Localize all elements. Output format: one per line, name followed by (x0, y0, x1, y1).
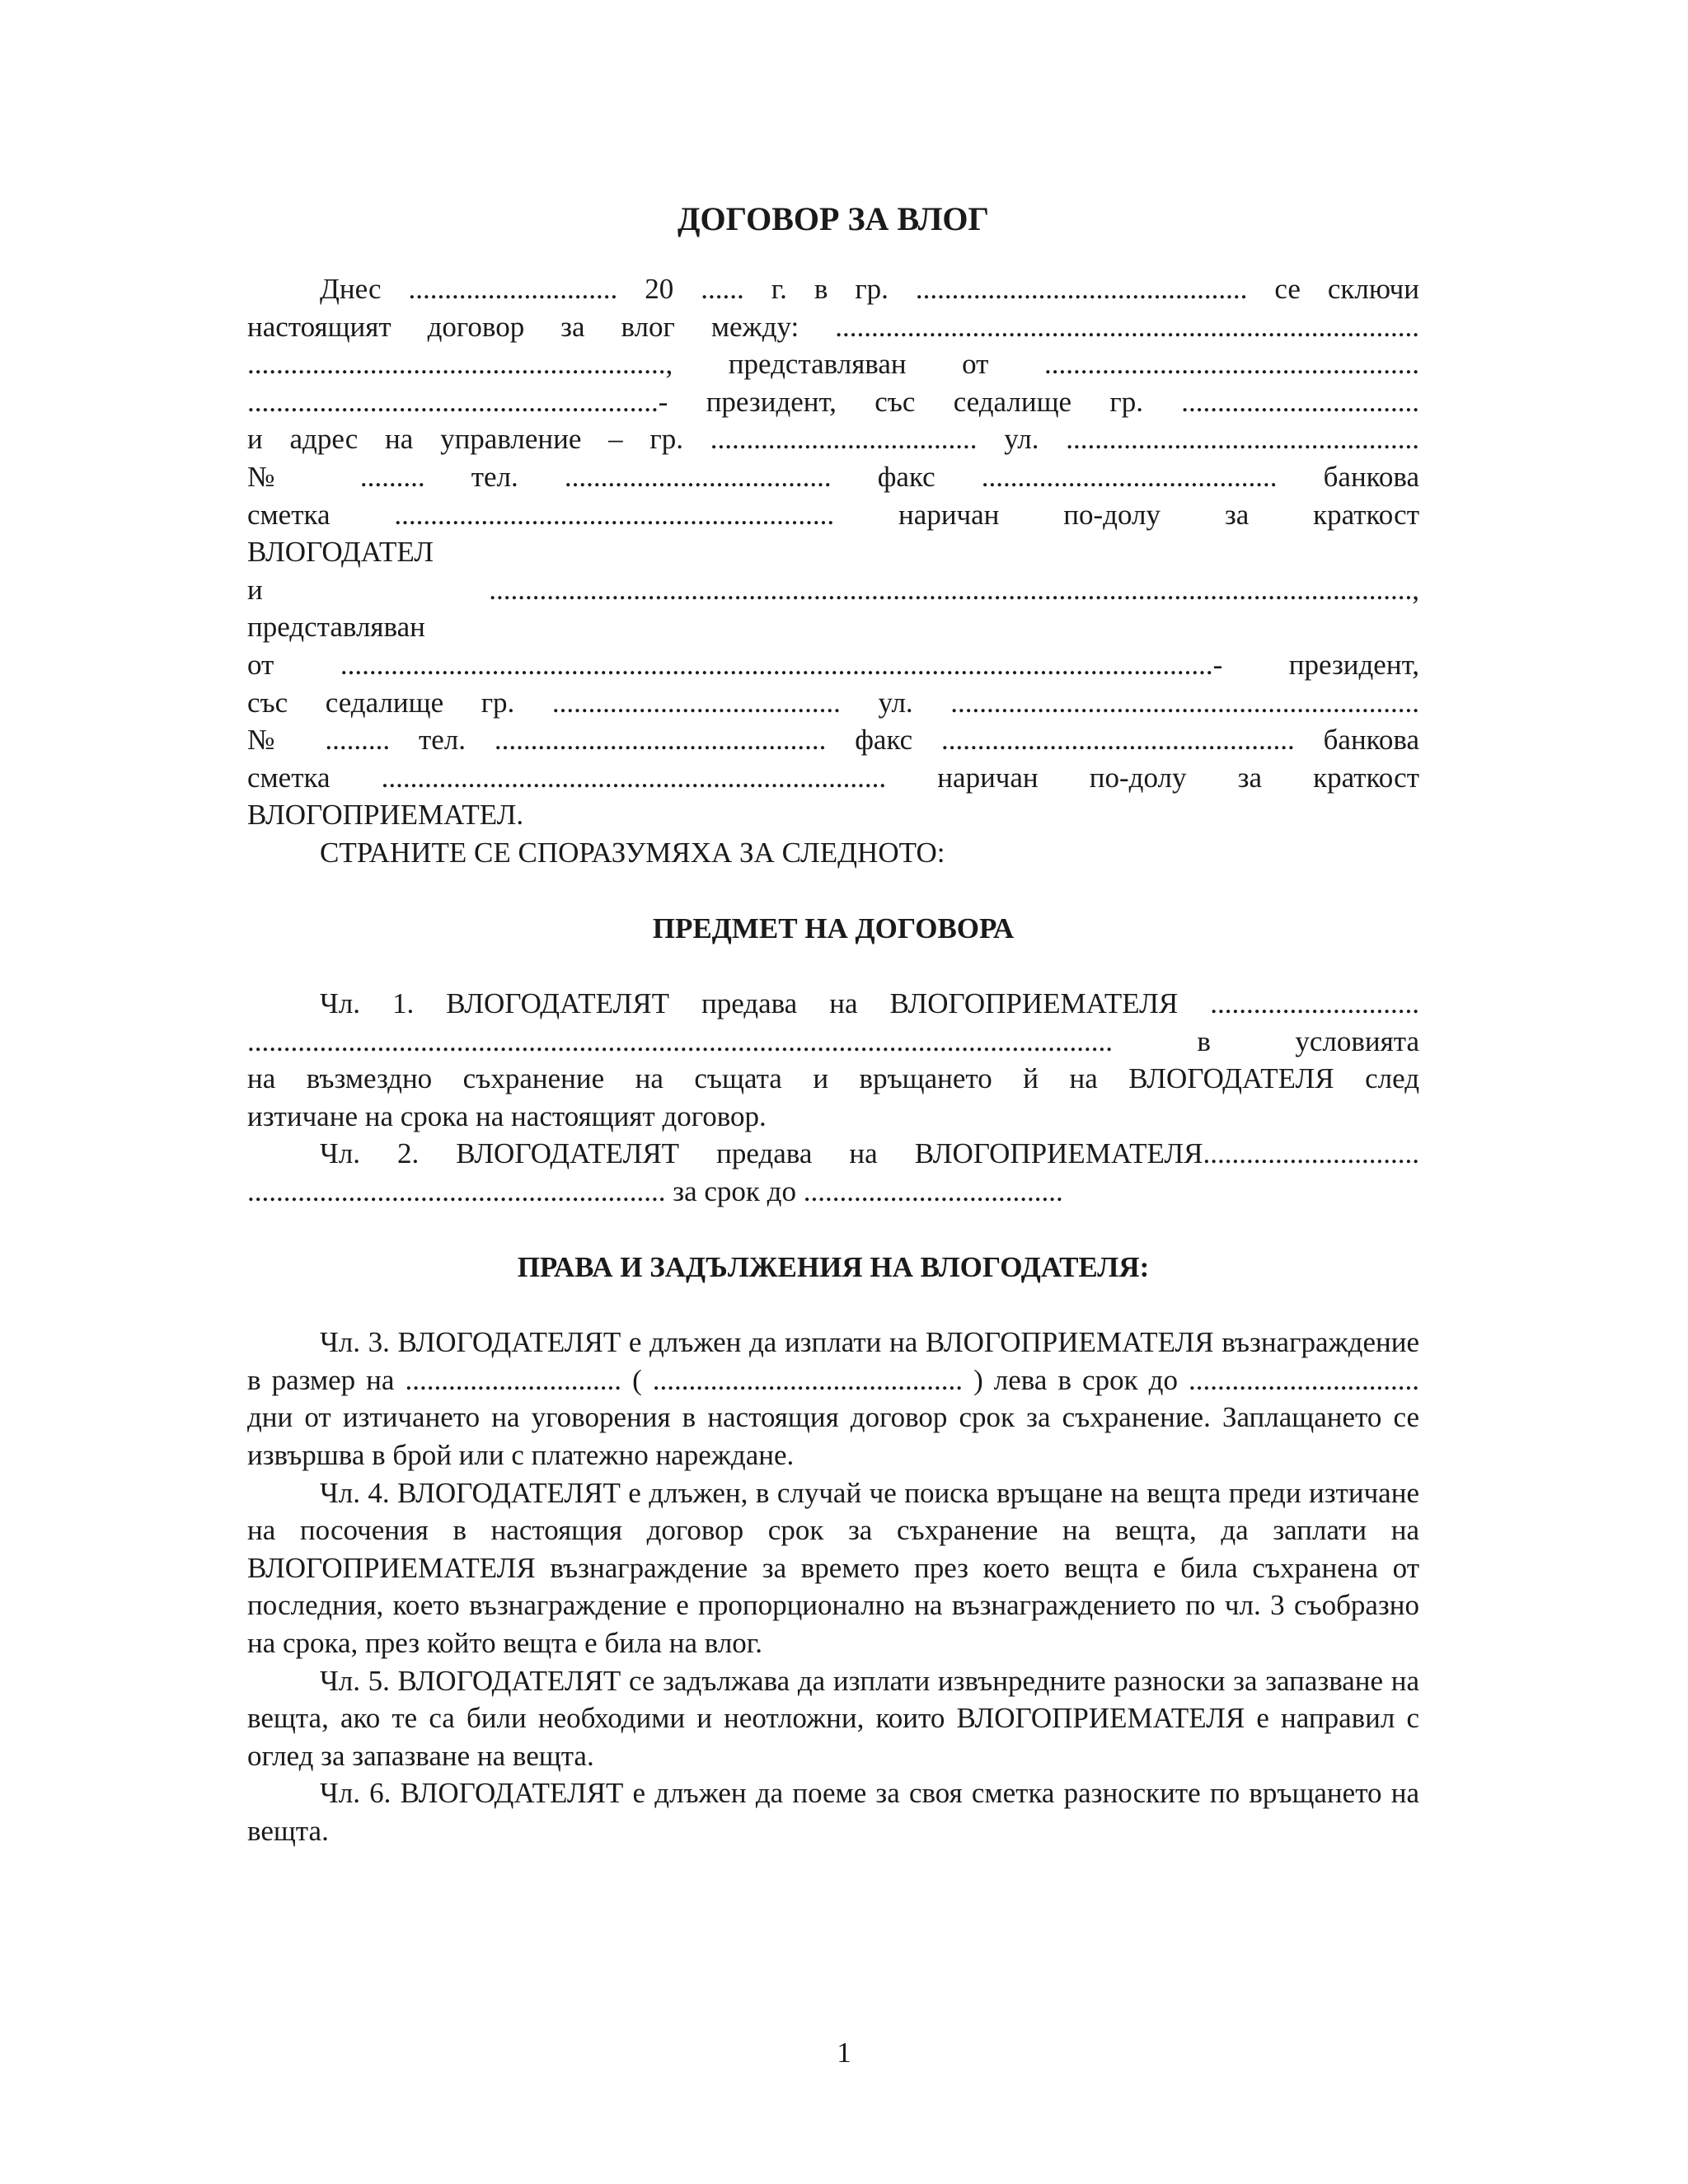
intro-line: № ......... тел. .............................................. факс ................................................. банкова (247, 724, 1419, 757)
article-line: ........................................................................................................................ в условията (247, 1024, 1419, 1057)
intro-line: със седалище гр. ........................................ ул. ................................................................. (247, 686, 1419, 719)
intro-line: представляван (247, 611, 425, 644)
spacer (247, 1286, 1419, 1324)
page-number: 1 (837, 2036, 851, 2069)
article-1 (247, 985, 1419, 1135)
intro-line: и ................................................................................................................................, (247, 573, 1419, 606)
intro-line: сметка ............................................................. наричан по-долу за краткост (247, 498, 1419, 531)
spacer (247, 1211, 1419, 1249)
section-heading-rights: ПРАВА И ЗАДЪЛЖЕНИЯ НА ВЛОГОДАТЕЛЯ: (517, 1250, 1150, 1283)
intro-line: .........................................................- президент, със седалище гр. ................................. (247, 385, 1419, 418)
intro-line: ВЛОГОПРИЕМАТЕЛ. (247, 799, 524, 832)
document-title: ДОГОВОР ЗА ВЛОГ (678, 200, 989, 237)
section-heading-subject: ПРЕДМЕТ НА ДОГОВОРА (652, 912, 1015, 944)
article-line: Чл. 2. ВЛОГОДАТЕЛЯТ предава на ВЛОГОПРИЕМАТЕЛЯ.............................. (320, 1137, 1419, 1170)
article-4: Чл. 4. ВЛОГОДАТЕЛЯТ е длъжен, в случай че поиска връщане на вещта преди изтичане на посочения в настоящия договор срок за съхранение на вещта, да заплати на ВЛОГОПРИЕМАТЕЛЯ възнаграждение за времето през което вещта е била съхранена от последния, което възнаграждение е пропорционално на възнаграждението по чл. 3 съобразно на срока, през който вещта е била на влог. (247, 1476, 1419, 1659)
spacer (247, 947, 1419, 985)
article-2 (247, 1135, 1419, 1210)
intro-line: СТРАНИТЕ СЕ СПОРАЗУМЯХА ЗА СЛЕДНОТО: (320, 836, 945, 869)
intro-line: № ......... тел. ..................................... факс ......................................... банкова (247, 460, 1419, 493)
article-line: изтичане на срока на настоящият договор. (247, 1099, 767, 1132)
article-line: Чл. 1. ВЛОГОДАТЕЛЯТ предава на ВЛОГОПРИЕМАТЕЛЯ ............................. (320, 987, 1419, 1020)
intro-line: настоящият договор за влог между: ................................................................................. (247, 310, 1419, 343)
article-3: Чл. 3. ВЛОГОДАТЕЛЯТ е длъжен да изплати на ВЛОГОПРИЕМАТЕЛЯ възнаграждение в размер на .............................. ( ........................................... ) лева в срок до ................................ дни от изтичането на уговорения в настоящия договор срок за съхранение. Заплащането се извършва в брой или с платежно нареждане. (247, 1326, 1419, 1472)
intro-line: от .........................................................................................................................- президент, (247, 648, 1419, 681)
article-line: .......................................................... за срок до .................................... (247, 1175, 1063, 1208)
intro-line: .........................................................., представляван от .................................................... (247, 348, 1419, 381)
intro-line: ВЛОГОДАТЕЛ (247, 536, 434, 569)
intro-block (247, 270, 1419, 872)
article-6: Чл. 6. ВЛОГОДАТЕЛЯТ е длъжен да поеме за своя сметка разноските по връщането на вещта. (247, 1777, 1419, 1847)
spacer (247, 872, 1419, 910)
intro-line: Днес ............................. 20 ...... г. в гр. .............................................. се сключи (320, 273, 1419, 305)
article-5: Чл. 5. ВЛОГОДАТЕЛЯТ се задължава да изплати извънредните разноски за запазване на вещта, ако те са били необходими и неотложни, които ВЛОГОПРИЕМАТЕЛЯ е направил с оглед за запазване на вещта. (247, 1664, 1419, 1772)
intro-line: и адрес на управление – гр. ..................................... ул. ................................................. (247, 423, 1419, 456)
document-body (247, 198, 1419, 1850)
intro-line: сметка ...................................................................... наричан по-долу за краткост (247, 761, 1419, 794)
article-line: на възмездно съхранение на същата и връщането й на ВЛОГОДАТЕЛЯ след (247, 1062, 1419, 1095)
